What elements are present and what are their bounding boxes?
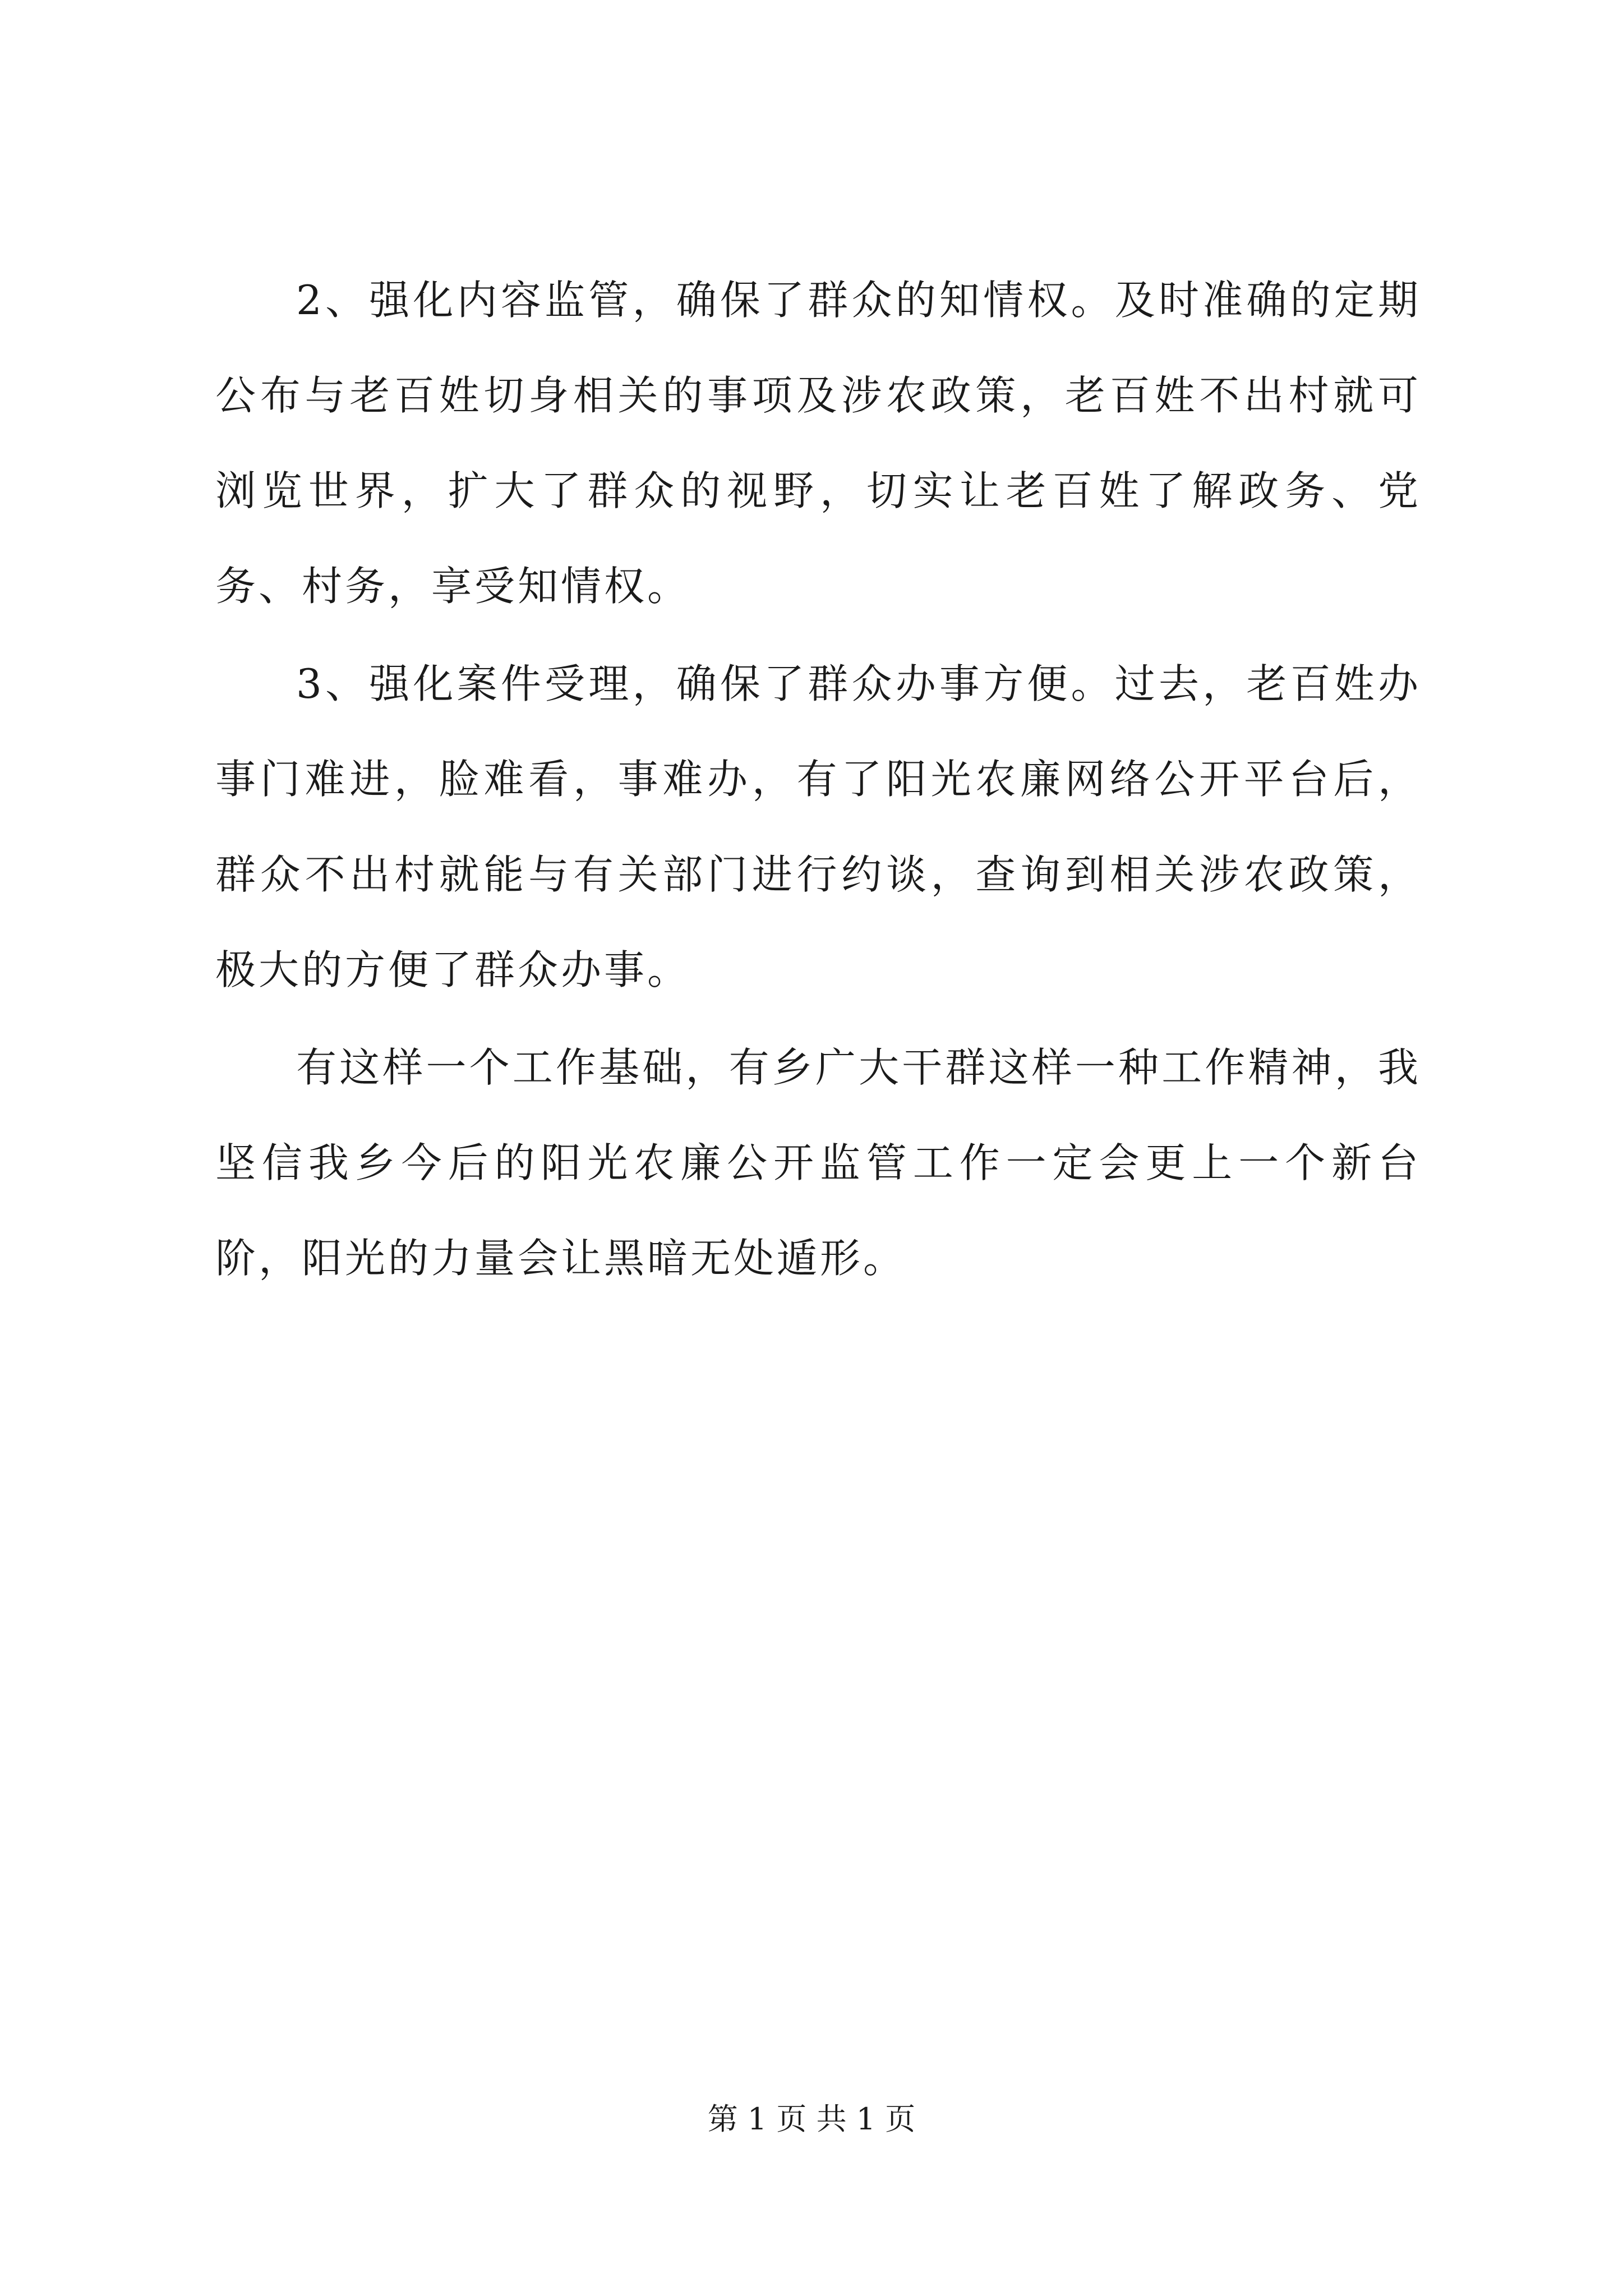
paragraph-conclusion: 有这样一个工作基础，有乡广大干群这样一种工作精神，我坚信我乡今后的阳光农廉公开监管工作一定会更上一个新台阶，阳光的力量会让黑暗无处遁形。: [215, 1044, 1421, 1282]
page-footer: 第 1 页 共 1 页: [707, 2101, 916, 2137]
paragraph-content-supervision: 2、强化内容监管，确保了群众的知情权。及时准确的定期公布与老百姓切身相关的事项及涉农政策，老百姓不出村就可浏览世界，扩大了群众的视野，切实让老百姓了解政务、党务、村务，享受知情权。: [215, 277, 1421, 610]
document-body: [215, 252, 1421, 1306]
paragraph-case-handling: 3、强化案件受理，确保了群众办事方便。过去，老百姓办事门难进，脸难看，事难办，有了阳光农廉网络公开平台后，群众不出村就能与有关部门进行约谈，查询到相关涉农政策，极大的方便了群众办事。: [215, 660, 1421, 993]
